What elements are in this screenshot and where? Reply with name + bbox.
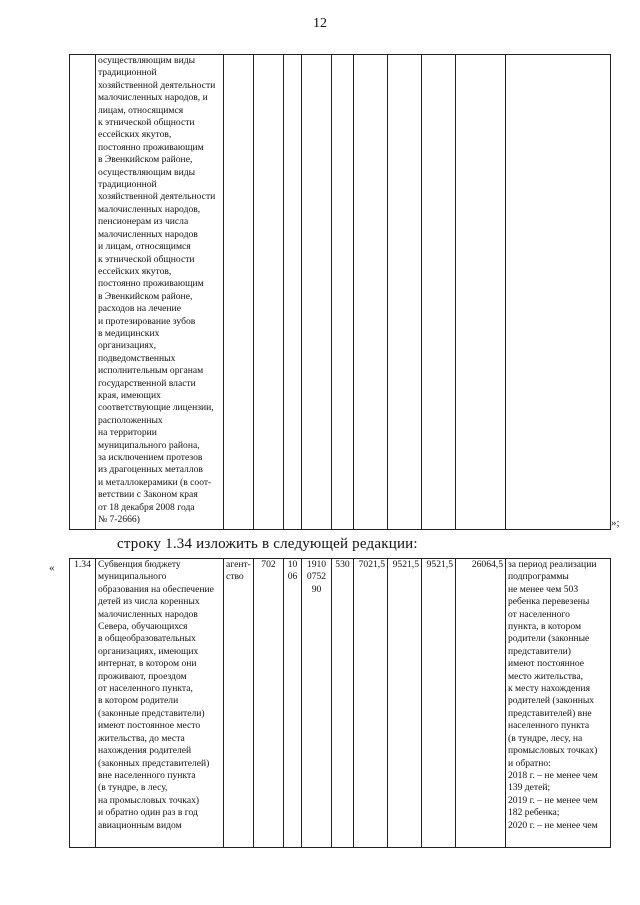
description-line: малочисленных народов, xyxy=(98,203,201,215)
description-line: в Эвенкийском районе, xyxy=(98,290,193,302)
description-text xyxy=(98,559,221,832)
table-row xyxy=(70,559,611,848)
description-line: постоянно проживающим xyxy=(98,278,204,290)
result-line: ребенка перевезены xyxy=(508,596,590,608)
description-line: осуществляющим виды xyxy=(98,55,196,66)
csr-cell xyxy=(302,55,332,530)
rzpr-line: 06 xyxy=(287,571,298,583)
description-line: организациях, имеющих xyxy=(98,645,199,657)
description-line: края, имеющих xyxy=(98,389,161,401)
description-line: за исключением протезов xyxy=(98,452,203,463)
description-line: малочисленных народов xyxy=(98,608,198,620)
result-line: и обратно: xyxy=(508,757,551,769)
year3-cell xyxy=(422,55,456,530)
description-line: к этнической общности xyxy=(98,253,195,265)
description-line: ессейских якутов, xyxy=(98,129,172,141)
result-line: 2020 г. – не менее чем xyxy=(508,819,598,831)
description-line: хозяйственной деятельности xyxy=(98,191,216,203)
rzpr-cell xyxy=(284,559,302,848)
description-line: муниципального района, xyxy=(98,439,200,451)
description-cell xyxy=(96,559,224,848)
description-line: жительства, до места xyxy=(98,732,185,744)
description-line: от населенного пункта, xyxy=(98,683,193,695)
description-line: малочисленных народов xyxy=(98,228,198,240)
description-line: государственной власти xyxy=(98,377,196,389)
result-cell xyxy=(506,559,611,848)
row-number-cell xyxy=(70,55,96,530)
description-line: (в тундре, в лесу, xyxy=(98,782,168,794)
description-line: к этнической общности xyxy=(98,117,195,129)
description-line: и металлокерамики (в соот- xyxy=(98,476,212,488)
amendment-instruction: строку 1.34 изложить в следующей редакции: xyxy=(117,536,418,552)
csr-line: 1910 xyxy=(306,559,327,570)
description-line: пенсионерам из числа xyxy=(98,216,189,228)
vr-cell xyxy=(332,55,354,530)
description-line: имеют постоянное место xyxy=(98,720,201,732)
description-line: Севера, обучающихся xyxy=(98,621,188,633)
grbs-cell xyxy=(224,559,254,848)
csr-line: 0752 xyxy=(306,571,327,583)
year2-cell: 9521,5 xyxy=(388,559,422,848)
total-cell xyxy=(456,55,506,530)
program-table-continued xyxy=(69,54,611,530)
description-line: образования на обеспечение xyxy=(98,583,214,595)
description-line: в котором родители xyxy=(98,695,179,707)
description-line: из драгоценных металлов xyxy=(98,464,203,476)
description-line: в Эвенкийском районе, xyxy=(98,154,193,166)
grbs-code-cell: 702 xyxy=(254,559,284,848)
result-line: за период реализации xyxy=(508,559,597,570)
csr-line: 90 xyxy=(311,583,322,595)
csr-cell xyxy=(302,559,332,848)
description-line: соответствующие лицензии, xyxy=(98,402,214,414)
description-line: традиционной xyxy=(98,179,157,191)
description-line: лицам, относящимся xyxy=(98,104,184,116)
result-line: (в тундре, лесу, на xyxy=(508,732,583,744)
description-line: постоянно проживающим xyxy=(98,141,204,153)
result-line: 2019 г. – не менее чем xyxy=(508,794,598,806)
description-line: (законные представители) xyxy=(98,707,205,719)
result-line: 139 детей; xyxy=(508,782,551,794)
description-line: расположенных xyxy=(98,414,163,426)
result-cell xyxy=(506,55,611,530)
result-line: представители) xyxy=(508,645,572,657)
grbs-code-cell xyxy=(254,55,284,530)
description-line: вне населенного пункта xyxy=(98,769,196,781)
result-line: пункта, в котором xyxy=(508,621,582,633)
description-line: подведомственных xyxy=(98,352,176,364)
result-line: от населенного xyxy=(508,608,570,620)
description-line: авиационным видом xyxy=(98,819,182,831)
description-line: на территории xyxy=(98,427,157,439)
year1-cell xyxy=(354,55,388,530)
description-cell xyxy=(96,55,224,530)
rzpr-line: 10 xyxy=(287,559,298,570)
rzpr-text xyxy=(286,559,299,584)
result-line: не менее чем 503 xyxy=(508,583,579,595)
result-text xyxy=(508,559,608,832)
result-line: представителей) вне xyxy=(508,707,592,719)
description-line: нахождения родителей xyxy=(98,745,192,757)
total-cell: 26064,5 xyxy=(456,559,506,848)
description-line: от 18 декабря 2008 года xyxy=(98,501,195,513)
page-number: 12 xyxy=(313,16,327,31)
description-line: расходов на лечение xyxy=(98,303,181,315)
vr-cell: 530 xyxy=(332,559,354,848)
result-line: 182 ребенка; xyxy=(508,807,560,819)
description-line: № 7-2666) xyxy=(98,514,140,526)
description-line: традиционной xyxy=(98,67,157,79)
year3-cell: 9521,5 xyxy=(422,559,456,848)
row-1-34-table xyxy=(69,558,611,848)
description-line: исполнительным органам xyxy=(98,365,204,377)
description-line: ессейских якутов, xyxy=(98,265,172,277)
description-line: малочисленных народов, и xyxy=(98,92,208,104)
result-line: населенного пункта xyxy=(508,720,590,732)
description-line: интернат, в котором они xyxy=(98,658,197,670)
description-line: муниципального xyxy=(98,571,167,583)
description-line: на промысловых точках) xyxy=(98,794,200,806)
result-line: родителей (законных xyxy=(508,695,595,707)
description-line: хозяйственной деятельности xyxy=(98,79,216,91)
description-text xyxy=(98,55,221,526)
description-line: осуществляющим виды xyxy=(98,166,196,178)
year2-cell xyxy=(388,55,422,530)
description-line: в медицинских xyxy=(98,327,160,339)
description-line: в общеобразовательных xyxy=(98,633,196,645)
description-line: организациях, xyxy=(98,340,156,352)
description-line: и обратно один раз в год xyxy=(98,807,198,819)
closing-quote: »; xyxy=(611,517,620,529)
result-line: 2018 г. – не менее чем xyxy=(508,769,598,781)
opening-quote: « xyxy=(49,562,55,574)
result-line: к месту нахождения xyxy=(508,683,590,695)
grbs-line: агент- xyxy=(226,559,251,570)
description-line: Субвенция бюджету xyxy=(98,559,181,570)
table-row xyxy=(70,55,611,530)
description-line: проживают, проездом xyxy=(98,670,187,682)
row-number-cell: 1.34 xyxy=(70,559,96,848)
description-line: детей из числа коренных xyxy=(98,596,200,608)
result-line: промысловых точках) xyxy=(508,745,598,757)
description-line: и протезирование зубов xyxy=(98,315,196,327)
description-line: ветствии с Законом края xyxy=(98,489,198,501)
grbs-line: ство xyxy=(226,571,244,583)
description-line: и лицам, относящимся xyxy=(98,241,191,253)
grbs-cell xyxy=(224,55,254,530)
result-line: подпрограммы xyxy=(508,571,569,583)
grbs-text xyxy=(226,559,251,584)
year1-cell: 7021,5 xyxy=(354,559,388,848)
rzpr-cell xyxy=(284,55,302,530)
result-line: имеют постоянное xyxy=(508,658,585,670)
description-line: (законных представителей) xyxy=(98,757,210,769)
result-line: родители (законные xyxy=(508,633,590,645)
csr-text xyxy=(304,559,329,596)
result-line: место жительства, xyxy=(508,670,583,682)
